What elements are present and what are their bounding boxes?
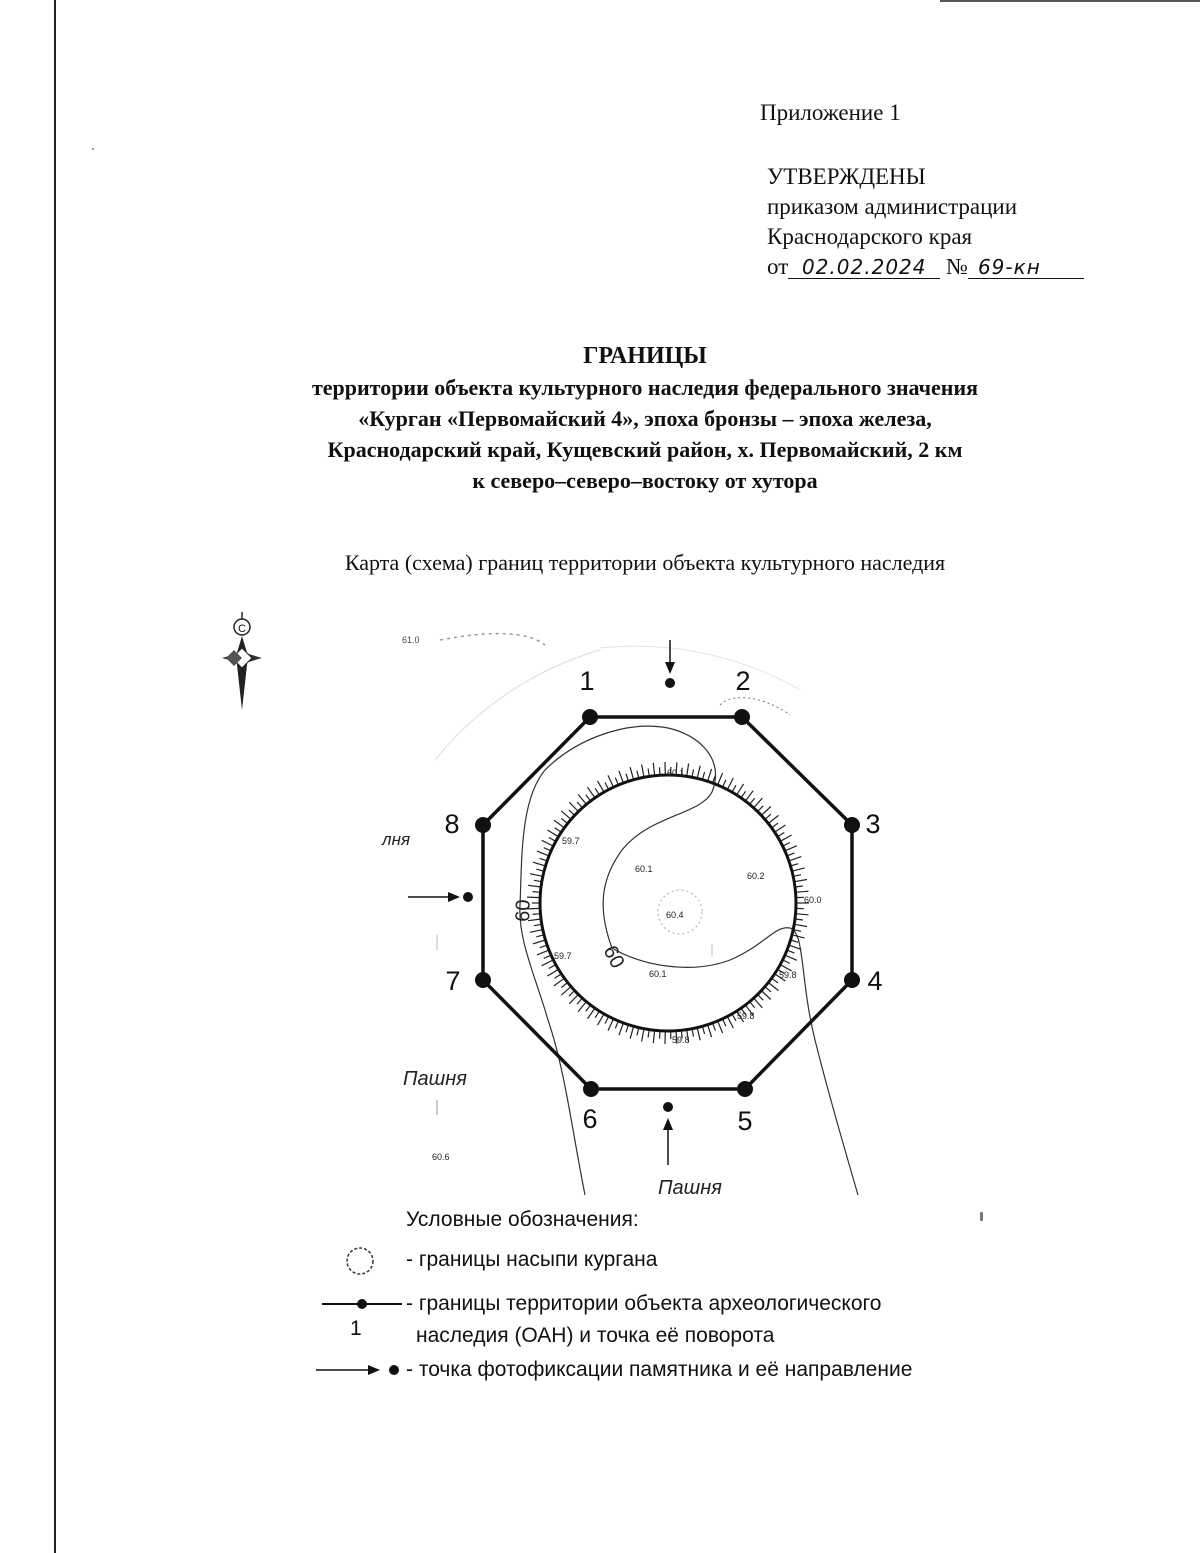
field-labels — [381, 830, 722, 1199]
hachure-tick — [794, 924, 807, 926]
background-contour — [440, 634, 545, 645]
hachure-tick — [608, 1019, 614, 1031]
hachure-tick — [718, 1021, 723, 1033]
point-number-8: 8 — [444, 809, 460, 839]
elevation-label: 60.4 — [666, 910, 684, 920]
point-number-5: 5 — [737, 1106, 753, 1136]
hachure-tick — [619, 771, 624, 783]
hachure-tick — [697, 766, 700, 779]
turning-point-3 — [844, 817, 860, 833]
approval-block — [767, 162, 1084, 282]
hachure-tick — [794, 880, 807, 882]
hachure-tick — [785, 955, 797, 960]
field-label: Пашня — [403, 1068, 467, 1090]
contour-line — [612, 928, 858, 1195]
turning-point-6 — [583, 1081, 599, 1097]
turning-point-1 — [582, 709, 598, 725]
elevation-label: 59.7 — [554, 951, 572, 961]
document-title — [200, 340, 1090, 496]
elevation-label: 59.8 — [779, 970, 797, 980]
photo-point-west — [408, 892, 473, 902]
hachure-tick — [530, 874, 543, 877]
point-number-6: 6 — [582, 1104, 598, 1134]
elevation-label: 60.6 — [432, 1152, 450, 1162]
background-arc — [435, 650, 600, 760]
turning-point-5 — [737, 1081, 753, 1097]
elevation-label: 60.1 — [649, 969, 667, 979]
hachure-tick — [608, 775, 614, 787]
mound-boundary — [540, 775, 796, 1031]
turning-point-2 — [734, 709, 750, 725]
hachure-tick — [561, 987, 571, 996]
hachure-tick — [775, 825, 786, 832]
contour-line — [720, 698, 790, 715]
title-line-4: к северо–северо–востоку от хутора — [472, 468, 818, 493]
hachure-tick — [796, 891, 809, 892]
turning-point-8 — [475, 817, 491, 833]
handwritten-number: 69-кн — [968, 256, 1084, 279]
hachure-tick — [630, 1026, 634, 1039]
hachure-tick — [569, 995, 578, 1004]
hachure-tick — [754, 798, 763, 808]
legend-title: Условные обозначения: — [406, 1208, 639, 1231]
north-arrow-icon — [222, 612, 262, 710]
hachure-tick — [768, 815, 778, 823]
number-prefix: № — [946, 254, 968, 279]
title-heading: ГРАНИЦЫ — [583, 343, 707, 369]
mound-legend-icon — [340, 1243, 380, 1279]
hachure-tick — [796, 914, 809, 915]
hachure-tick — [537, 950, 549, 955]
turning-point-4 — [844, 972, 860, 988]
hachure-tick — [780, 835, 791, 841]
hachure-tick — [542, 840, 554, 846]
legend — [310, 1200, 1010, 1390]
hachure-tick — [569, 802, 578, 811]
hachure-tick — [619, 1023, 624, 1035]
legend-photo-text: - точка фотофиксации памятника и её направление — [406, 1358, 913, 1381]
map-caption: Карта (схема) границ территории объекта культурного наследия — [344, 550, 946, 575]
hachure-tick — [708, 769, 712, 781]
field-label: Пашня — [658, 1177, 722, 1199]
boundary-map — [0, 600, 1200, 1200]
hachure-tick — [547, 969, 558, 976]
date-prefix: от — [767, 254, 789, 279]
hachure-tick — [754, 998, 763, 1008]
legend-boundary-text-2: наследия (ОАН) и точка её поворота — [416, 1324, 775, 1347]
hachure-tick — [785, 846, 797, 851]
turning-point-7 — [475, 972, 491, 988]
hachure-tick — [537, 851, 549, 856]
hachure-tick — [708, 1025, 712, 1037]
hachure-tick — [630, 767, 634, 780]
hachure-tick — [687, 764, 689, 777]
scan-speck — [92, 148, 94, 150]
approval-date-line — [767, 252, 1084, 282]
hachure-tick — [578, 1002, 586, 1012]
hachure-tick — [533, 862, 546, 866]
hachure-tick — [598, 781, 605, 792]
hachure-tick — [528, 885, 541, 887]
point-number-4: 4 — [867, 966, 883, 996]
mound-hachures — [527, 762, 809, 1044]
contour-label: 60 — [598, 942, 629, 972]
title-line-3: Краснодарский край, Кущевский район, х. Первомайский, 2 км — [327, 437, 963, 462]
title-line-2: «Курган «Первомайский 4», эпоха бронзы – эпоха железа, — [358, 406, 932, 431]
point-number-1: 1 — [579, 666, 595, 696]
hachure-tick — [727, 1016, 733, 1028]
hachure-tick — [653, 1030, 654, 1043]
point-number-3: 3 — [865, 809, 881, 839]
approved-line-1: приказом администрации — [767, 194, 1018, 219]
hachure-tick — [718, 773, 723, 785]
boundary-legend-icon — [318, 1294, 408, 1314]
elevation-label: 60.0 — [804, 895, 822, 905]
hachure-tick — [697, 1028, 700, 1041]
legend-boundary-text-1: - границы территории объекта археологического — [406, 1292, 882, 1315]
elevation-label: 59.8 — [672, 1035, 690, 1045]
background-arc — [600, 646, 800, 690]
elevation-label: 59.8 — [737, 1011, 755, 1021]
hachure-tick — [792, 868, 805, 871]
hachure-tick — [789, 857, 801, 861]
hachure-tick — [554, 978, 565, 986]
hachure-tick — [547, 830, 558, 837]
top-rule — [940, 0, 1200, 2]
hachure-tick — [554, 820, 565, 828]
title-line-1: территории объекта культурного наследия федерального значения — [311, 375, 979, 400]
hachure-tick — [653, 763, 654, 776]
hachure-tick — [588, 787, 595, 798]
hachure-tick — [761, 807, 771, 816]
hachure-tick — [578, 794, 586, 804]
hachure-tick — [642, 765, 644, 778]
boundary-legend-point-number: 1 — [350, 1317, 362, 1340]
elevation-label: 60.1 — [635, 864, 653, 874]
field-label: лня — [382, 830, 411, 849]
contour-label: 60 — [512, 899, 535, 923]
legend-mound-text: - границы насыпи кургана — [406, 1248, 658, 1271]
elevation-label: 60.1 — [667, 768, 685, 778]
hachure-tick — [588, 1008, 595, 1019]
approved-title: УТВЕРЖДЕНЫ — [767, 164, 926, 189]
north-label: С — [238, 623, 246, 635]
hachure-tick — [642, 1029, 644, 1042]
hachure-tick — [542, 960, 554, 966]
hachure-tick — [727, 778, 733, 790]
approved-line-2: Краснодарского края — [767, 224, 973, 249]
hachure-tick — [530, 930, 543, 933]
point-number-7: 7 — [445, 966, 461, 996]
elevation-label: 61.0 — [402, 635, 420, 645]
hachure-tick — [737, 784, 744, 795]
handwritten-date: 02.02.2024 — [788, 256, 940, 279]
elevation-label: 60.2 — [747, 871, 765, 881]
hachure-tick — [761, 991, 771, 1000]
photo-point-legend-icon — [314, 1360, 406, 1380]
hachure-tick — [745, 791, 753, 801]
hachure-tick — [598, 1014, 605, 1025]
hachure-tick — [533, 940, 546, 944]
hachure-tick — [527, 897, 540, 898]
hachure-tick — [768, 983, 778, 991]
photo-point-south — [663, 1102, 673, 1165]
appendix-label: Приложение 1 — [760, 100, 901, 125]
hachure-tick — [561, 811, 571, 820]
elevation-label: 59.7 — [562, 836, 580, 846]
point-number-2: 2 — [735, 666, 751, 696]
